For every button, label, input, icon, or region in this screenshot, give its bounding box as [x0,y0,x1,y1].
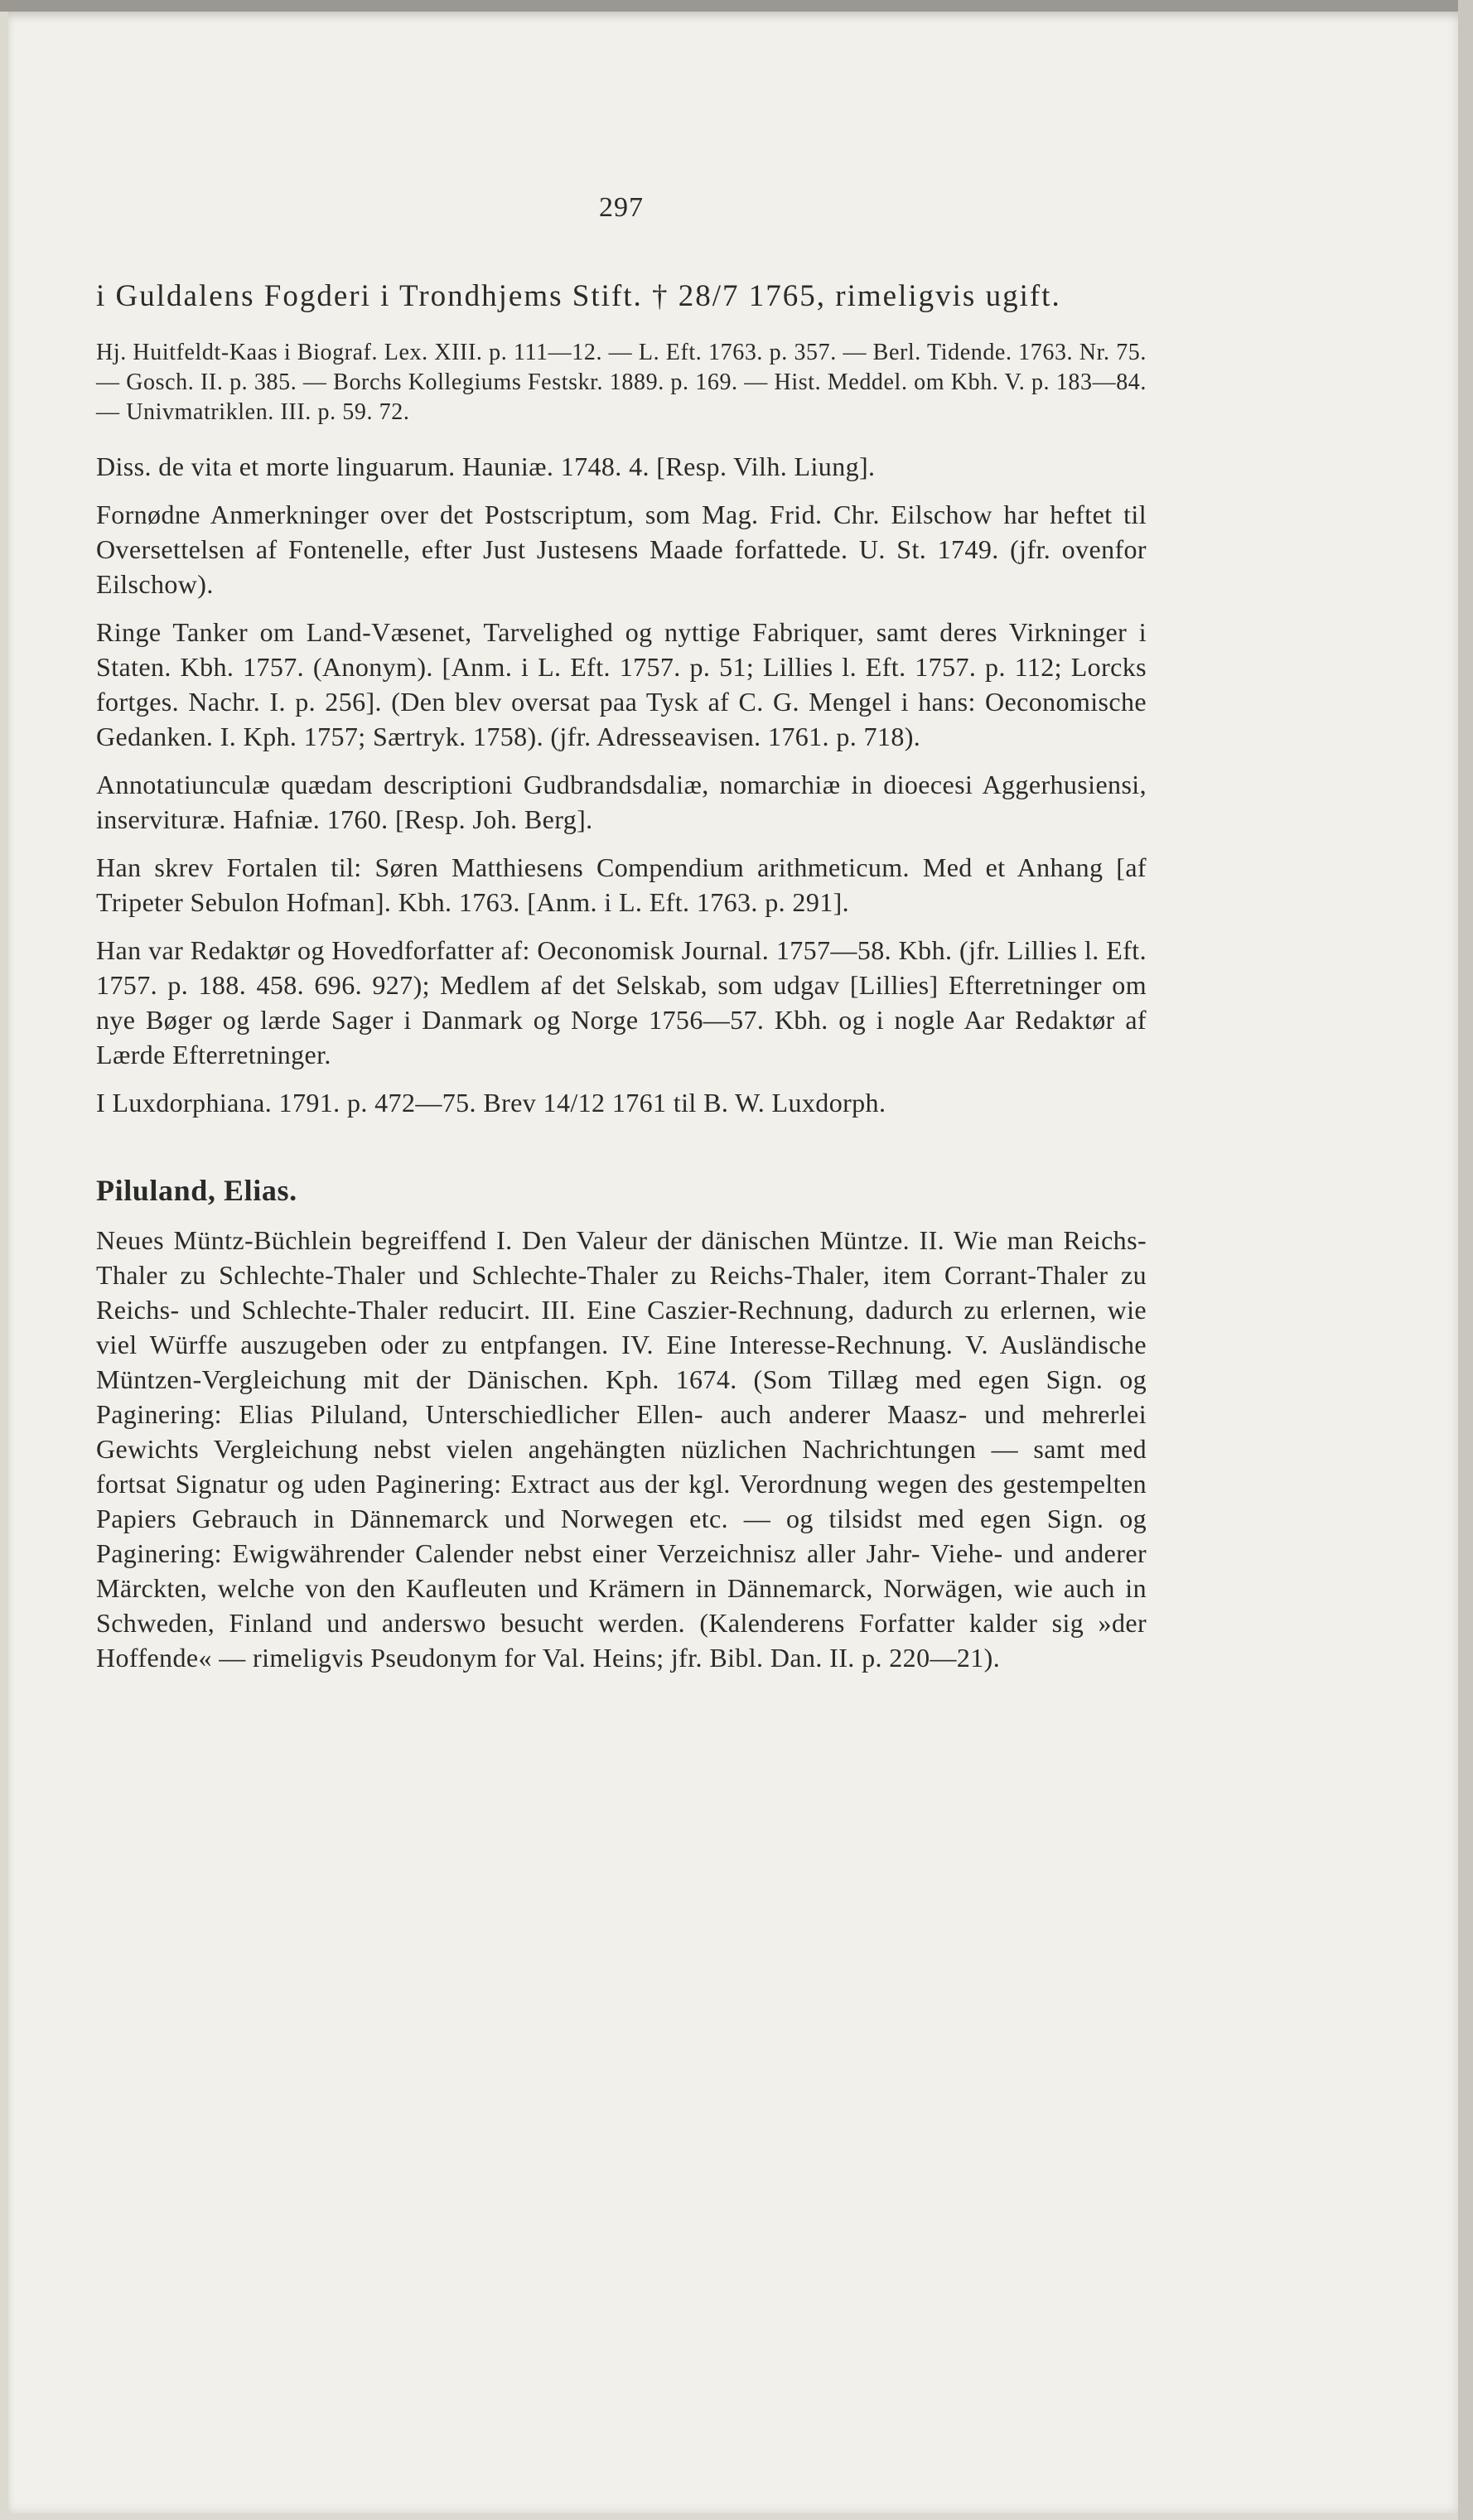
intro-paragraph: i Guldalens Fogderi i Trondhjems Stift. † 28/7 1765, rimeligvis ugift. [96,279,1061,313]
page-number: 297 [599,192,644,223]
scan-right-edge [1458,0,1473,2520]
bibliography-entry: Ringe Tanker om Land-Væsenet, Tarvelighed og nyttige Fabriquer, samt deres Virkninger i Staten. Kbh. 1757. (Anonym). [Anm. i L. Eft. 1757. p. 51; Lillies l. Eft. 1757. p. 112; Lorcks fortges. Nachr. I. p. 256]. (Den blev oversat paa Tysk af C. G. Mengel i hans: Oeconomische Gedanken. I. Kph. 1757; Særtryk. 1758). (jfr. Adresseavisen. 1761. p. 718). [96,617,1147,751]
bibliography-entry: Han var Redaktør og Hovedforfatter af: Oeconomisk Journal. 1757—58. Kbh. (jfr. Lillies l. Eft. 1757. p. 188. 458. 696. 927); Medlem af det Selskab, som udgav [Lillies] Efterretninger om nye Bøger og lærde Sager i Danmark og Norge 1756—57. Kbh. og i nogle Aar Redaktør af Lærde Efterretninger. [96,935,1147,1069]
book-page [8,12,1465,2513]
references-paragraph: Hj. Huitfeldt-Kaas i Biograf. Lex. XIII. p. 111—12. — L. Eft. 1763. p. 357. — Berl. Tidende. 1763. Nr. 75. — Gosch. II. p. 385. — Borchs Kollegiums Festskr. 1889. p. 169. — Hist. Meddel. om Kbh. V. p. 183—84. — Univmatriklen. III. p. 59. 72. [96,340,1147,425]
bibliography-entry: I Luxdorphiana. 1791. p. 472—75. Brev 14/12 1761 til B. W. Luxdorph. [96,1088,886,1118]
scan-top-edge [0,0,1473,12]
bibliography-entry: Han skrev Fortalen til: Søren Matthiesens Compendium arithmeticum. Med et Anhang [af Tripeter Sebulon Hofman]. Kbh. 1763. [Anm. i L. Eft. 1763. p. 291]. [96,852,1147,917]
bibliography-entry: Annotatiunculæ quædam descriptioni Gudbrandsdaliæ, nomarchiæ in dioecesi Aggerhusiensi, inservituræ. Hafniæ. 1760. [Resp. Joh. Berg]. [96,770,1147,834]
page-content [96,192,1147,1688]
bibliography-entry: Diss. de vita et morte linguarum. Hauniæ. 1748. 4. [Resp. Vilh. Liung]. [96,451,876,481]
piluland-entry: Neues Müntz-Büchlein begreiffend I. Den Valeur der dänischen Müntze. II. Wie man Reichs-Thaler zu Schlechte-Thaler und Schlechte-Thaler zu Reichs-Thaler, item Corrant-Thaler zu Reichs- und Schlechte-Thaler reducirt. III. Eine Caszier-Rechnung, dadurch zu erlernen, wie viel Würffe auszugeben oder zu entpfangen. IV. Eine Interesse-Rechnung. V. Ausländische Müntzen-Vergleichung mit der Dänischen. Kph. 1674. (Som Tillæg med egen Sign. og Paginering: Elias Piluland, Unterschiedlicher Ellen- auch anderer Maasz- und mehrerlei Gewichts Vergleichung nebst vielen angehängten nüzlichen Nachrichtungen — samt med fortsat Signatur og uden Paginering: Extract aus der kgl. Verordnung wegen des gestempelten Papiers Gebrauch in Dännemarck und Norwegen etc. — og tilsidst med egen Sign. og Paginering: Ewigwährender Calender nebst einer Verzeichnisz aller Jahr- Viehe- und anderer Märckten, welche von den Kaufleuten und Krämern in Dännemarck, Norwägen, wie auch in Schweden, Finland und anderswo besucht werden. (Kalenderens Forfatter kalder sig »der Hoffende« — rimeligvis Pseudonym for Val. Heins; jfr. Bibl. Dan. II. p. 220—21). [96,1225,1147,1673]
author-heading: Piluland, Elias. [96,1174,297,1207]
bibliography-entry: Fornødne Anmerkninger over det Postscriptum, som Mag. Frid. Chr. Eilschow har heftet til Oversettelsen af Fontenelle, efter Just Justesens Maade forfattede. U. St. 1749. (jfr. ovenfor Eilschow). [96,500,1147,599]
